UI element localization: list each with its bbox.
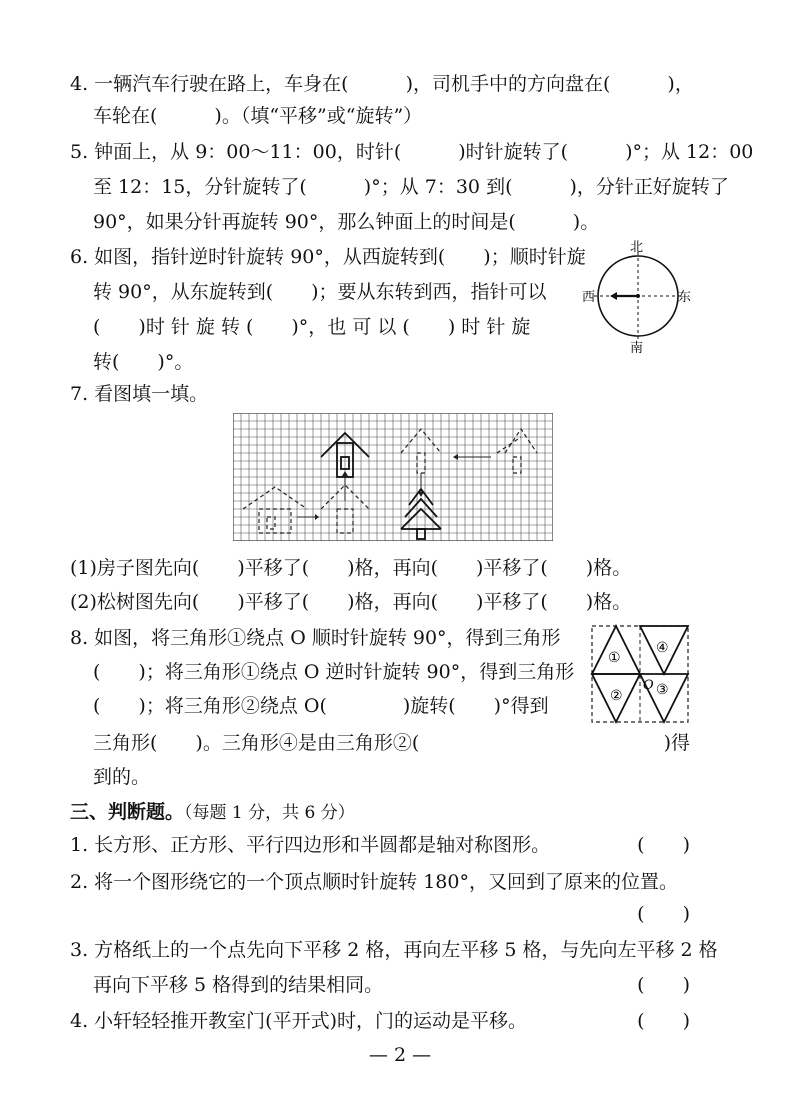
label-3: ③ (656, 682, 669, 698)
compass-center (636, 294, 640, 298)
house-dashed-original (243, 487, 307, 533)
q7-sub1: (1)房子图先向( )平移了( )格，再向( )平移了( )格。 (70, 557, 632, 579)
q4-line2: 车轮在( )。（填“平移”或“旋转”） (93, 105, 423, 127)
label-1: ① (608, 650, 621, 666)
needle-arrow-icon (610, 292, 617, 300)
rotation-triangles-figure (588, 622, 698, 728)
label-o: O (643, 678, 654, 693)
q8-line4-text: 三角形( )。三角形④是由三角形②( (93, 732, 420, 754)
q8-line5: 到的。 (93, 766, 151, 788)
compass-south: 南 (630, 341, 644, 355)
tree-dashed-original (497, 429, 537, 473)
q5-line1: 5. 钟面上，从 9：00～11：00，时针( )时针旋转了( )°；从 12：00 (70, 141, 754, 163)
q8-line3: ( )；将三角形②绕点 O( )旋转( )°得到 (93, 695, 549, 717)
q8-line4 (93, 731, 419, 755)
judge-3a: 3. 方格纸上的一个点先向下平移 2 格，再向左平移 5 格，与先向左平移 2 格 (70, 939, 718, 961)
judge-3-paren: ( ) (637, 974, 690, 996)
judge-2-paren: ( ) (637, 903, 690, 925)
q6-line3: ( )时 针 旋 转 ( )°，也 可 以 ( ) 时 针 旋 (93, 316, 531, 338)
q8-line1: 8. 如图，将三角形①绕点 O 顺时针旋转 90°，得到三角形 (70, 627, 561, 649)
section3-title: 三、判断题。 (70, 801, 185, 823)
judge-1-paren: ( ) (637, 834, 690, 856)
label-4: ④ (656, 640, 669, 656)
compass-east: 东 (678, 290, 692, 305)
arrow-head-icon (315, 514, 319, 520)
section3-note: （每题 1 分，共 6 分） (184, 803, 355, 823)
section3-heading (70, 800, 355, 825)
label-2: ② (610, 688, 623, 704)
grid-lines (233, 413, 553, 541)
q6-line4: 转( )°。 (93, 351, 194, 373)
q8-line4-end: )得 (663, 732, 690, 754)
compass-west: 西 (582, 290, 596, 305)
q4-line1: 4. 一辆汽车行驶在路上，车身在( )，司机手中的方向盘在( )， (70, 73, 694, 95)
q7-sub2: (2)松树图先向( )平移了( )格，再向( )平移了( )格。 (70, 591, 632, 613)
judge-3b: 再向下平移 5 格得到的结果相同。 (93, 974, 384, 996)
q5-line2: 至 12：15，分针旋转了( )°；从 7：30 到( )，分针正好旋转了 (93, 176, 729, 198)
judge-4: 4. 小轩轻轻推开教室门(平开式)时，门的运动是平移。 (70, 1010, 527, 1032)
arrow-head-icon (342, 471, 348, 476)
translation-grid-figure (233, 413, 553, 541)
judge-4-paren: ( ) (637, 1010, 690, 1032)
arrow-head-icon (453, 454, 458, 460)
q6-line2: 转 90°，从东旋转到( )；要从东转到西，指针可以 (93, 281, 547, 303)
judge-1: 1. 长方形、正方形、平行四边形和半圆都是轴对称图形。 (70, 834, 551, 856)
page-number: — 2 — (368, 1044, 432, 1066)
q5-line3: 90°，如果分针再旋转 90°，那么钟面上的时间是( )。 (93, 211, 600, 233)
q7-title: 7. 看图填一填。 (70, 383, 209, 405)
tree-dashed-moved (401, 429, 441, 473)
judge-2: 2. 将一个图形绕它的一个顶点顺时针旋转 180°，又回到了原来的位置。 (70, 871, 678, 893)
compass-north: 北 (630, 240, 644, 255)
q6-line1: 6. 如图，指针逆时针旋转 90°，从西旋转到( )；顺时针旋 (70, 246, 586, 268)
q8-line2: ( )；将三角形①绕点 O 逆时针旋转 90°，得到三角形 (93, 661, 575, 683)
compass-figure (580, 240, 700, 355)
